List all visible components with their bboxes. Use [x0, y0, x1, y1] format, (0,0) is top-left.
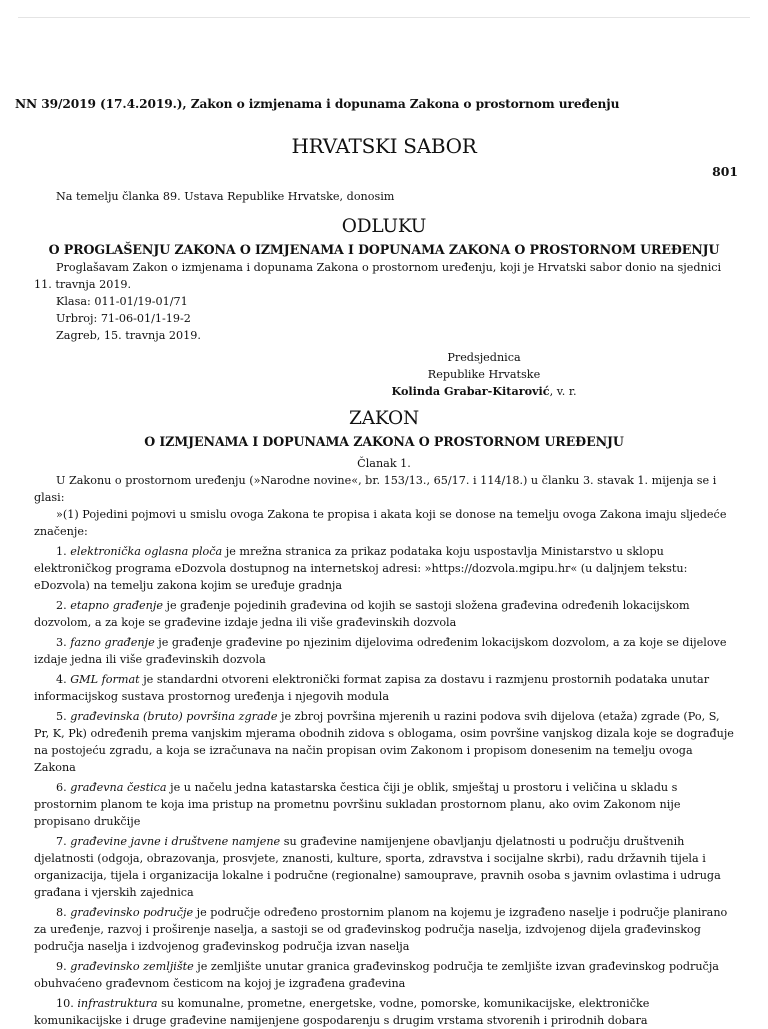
- law-title: ZAKON: [349, 408, 419, 429]
- definition-number: 3.: [56, 636, 67, 649]
- definition-number: 7.: [56, 835, 67, 848]
- definition-item: [34, 543, 734, 594]
- definition-text: je građenje građevine po njezinim dijelovima određenim lokacijskom dozvolom, a za koje se dijelove izdaje jedna ili više građevinskih dozvola: [34, 636, 727, 666]
- definition-term: građevna čestica: [70, 781, 167, 794]
- definition-term: etapno građenje: [70, 599, 163, 612]
- document-number: 801: [712, 164, 738, 179]
- definition-text: je u načelu jedna katastarska čestica čiji je oblik, smještaj u prostoru i veličina u skladu s prostornim planom te koja ima pristup na prometnu površinu sukladan prostornom planu, ako ovim Zakonom nije propisano drukčije: [34, 781, 681, 828]
- definition-item: [34, 958, 734, 992]
- definition-number: 1.: [56, 545, 67, 558]
- definition-text: je građenje pojedinih građevina od kojih se sastoji složena građevina određenih lokacijskom dozvolom, a za koje se građevine izdaje jedna ili više građevinskih dozvola: [34, 599, 690, 629]
- signature-block: [34, 349, 734, 400]
- definition-text: je mrežna stranica za prikaz podataka koju uspostavlja Ministarstvo u sklopu elektroničkog programa eDozvola dostupnog na internetskoj adresi: »https://dozvola.mgipu.hr« (u daljnjem tekstu: eDozvola) na temelju zakona kojim se uređuje gradnja: [34, 545, 688, 592]
- decision-basis: Na temelju članka 89. Ustava Republike Hrvatske, donosim: [56, 190, 395, 203]
- definition-text: je zbroj površina mjerenih u razini podova svih dijelova (etaža) zgrade (Po, S, Pr, K, Pk) određenih prema vanjskim mjerama obodnih zidova s oblogama, osim površine vanjskog dizala koje se dograđuje na postojeću zgradu, a koja se izračunava na način propisan ovim Zakonom i propisom donesenim na temelju ovoga Zakona: [34, 710, 734, 774]
- definition-term: građevinsko zemljište: [70, 960, 194, 973]
- definition-item: [34, 833, 734, 901]
- law-subtitle: O IZMJENAMA I DOPUNAMA ZAKONA O PROSTORNOM UREĐENJU: [144, 434, 624, 449]
- definition-number: 4.: [56, 673, 67, 686]
- definition-number: 6.: [56, 781, 67, 794]
- definition-term: infrastruktura: [77, 997, 158, 1010]
- place-date: Zagreb, 15. travnja 2019.: [56, 329, 201, 342]
- definition-number: 8.: [56, 906, 67, 919]
- definition-number: 2.: [56, 599, 67, 612]
- definition-text: su komunalne, prometne, energetske, vodne, pomorske, komunikacijske, elektroničke komunikacijske i druge građevine namijenjene gospodarenju s drugim vrstama stvorenih i prirodnih dobara: [34, 997, 650, 1027]
- signer-name: Kolinda Grabar-Kitarović: [391, 384, 550, 398]
- definition-item: [34, 904, 734, 955]
- definition-text: je standardni otvoreni elektronički format zapisa za dostavu i razmjenu prostornih podataka unutar informacijskog sustava prostornog uređenja i njegovih modula: [34, 673, 710, 703]
- institution-heading: HRVATSKI SABOR: [291, 134, 477, 158]
- definition-term: elektronička oglasna ploča: [70, 545, 223, 558]
- definition-term: građevine javne i društvene namjene: [70, 835, 281, 848]
- signer-org: Republike Hrvatske: [427, 368, 541, 381]
- article-heading: Članak 1.: [357, 457, 411, 470]
- definition-item: [34, 671, 734, 705]
- gazette-reference: NN 39/2019 (17.4.2019.), Zakon o izmjenama i dopunama Zakona o prostornom uređenju: [15, 97, 620, 111]
- definition-item: [34, 597, 734, 631]
- signer-suffix: , v. r.: [549, 385, 577, 398]
- definition-text: su građevine namijenjene obavljanju djelatnosti u području društvenih djelatnosti (odgoja, obrazovanja, prosvjete, znanosti, kulture, sporta, zdravstva i socijalne skrbi), radu državnih tijela i organizacija, tijela i organizacija lokalne i područne (regionalne) samouprave, pravnih osoba s javnim ovlastima i udruga građana i vjerskih zajednica: [34, 835, 721, 899]
- law-paragraph-1: »(1) Pojedini pojmovi u smislu ovoga Zakona te propisa i akata koji se donose na temelju ovoga Zakona imaju sljedeće značenje:: [34, 508, 727, 538]
- urbroj: Urbroj: 71-06-01/1-19-2: [56, 312, 191, 325]
- definition-text: je zemljište unutar granica građevinskog područja te zemljište izvan građevinskog područja obuhvaćeno građevnom česticom na kojoj je izgrađena građevina: [34, 960, 719, 990]
- definition-list: [34, 543, 734, 1029]
- signer-title: Predsjednica: [447, 351, 521, 364]
- definition-number: 10.: [56, 997, 74, 1010]
- definition-item: [34, 779, 734, 830]
- klasa: Klasa: 011-01/19-01/71: [56, 295, 188, 308]
- definition-term: građevinsko područje: [70, 906, 194, 919]
- decision-title: ODLUKU: [341, 216, 427, 237]
- definition-text: je područje određeno prostornim planom na kojemu je izgrađeno naselje i područje planirano za uređenje, razvoj i proširenje naselja, a sastoji se od građevinskog područja naselja, izdvojenog dijela građevinskog područja naselja i izdvojenog građevinskog područja izvan naselja: [34, 906, 728, 953]
- definition-item: [34, 708, 734, 776]
- definition-term: građevinska (bruto) površina zgrade: [70, 710, 278, 723]
- definition-number: 9.: [56, 960, 67, 973]
- definition-term: GML format: [70, 673, 140, 686]
- decision-text: Proglašavam Zakon o izmjenama i dopunama Zakona o prostornom uređenju, koji je Hrvatski sabor donio na sjednici 11. travnja 2019.: [34, 261, 722, 291]
- definition-item: [34, 634, 734, 668]
- signer-line: [234, 383, 734, 400]
- definition-term: fazno građenje: [70, 636, 155, 649]
- law-intro: U Zakonu o prostornom uređenju (»Narodne novine«, br. 153/13., 65/17. i 114/18.) u članku 3. stavak 1. mijenja se i glasi:: [34, 474, 717, 504]
- definition-number: 5.: [56, 710, 67, 723]
- decision-subtitle: O PROGLAŠENJU ZAKONA O IZMJENAMA I DOPUNAMA ZAKONA O PROSTORNOM UREĐENJU: [48, 242, 720, 257]
